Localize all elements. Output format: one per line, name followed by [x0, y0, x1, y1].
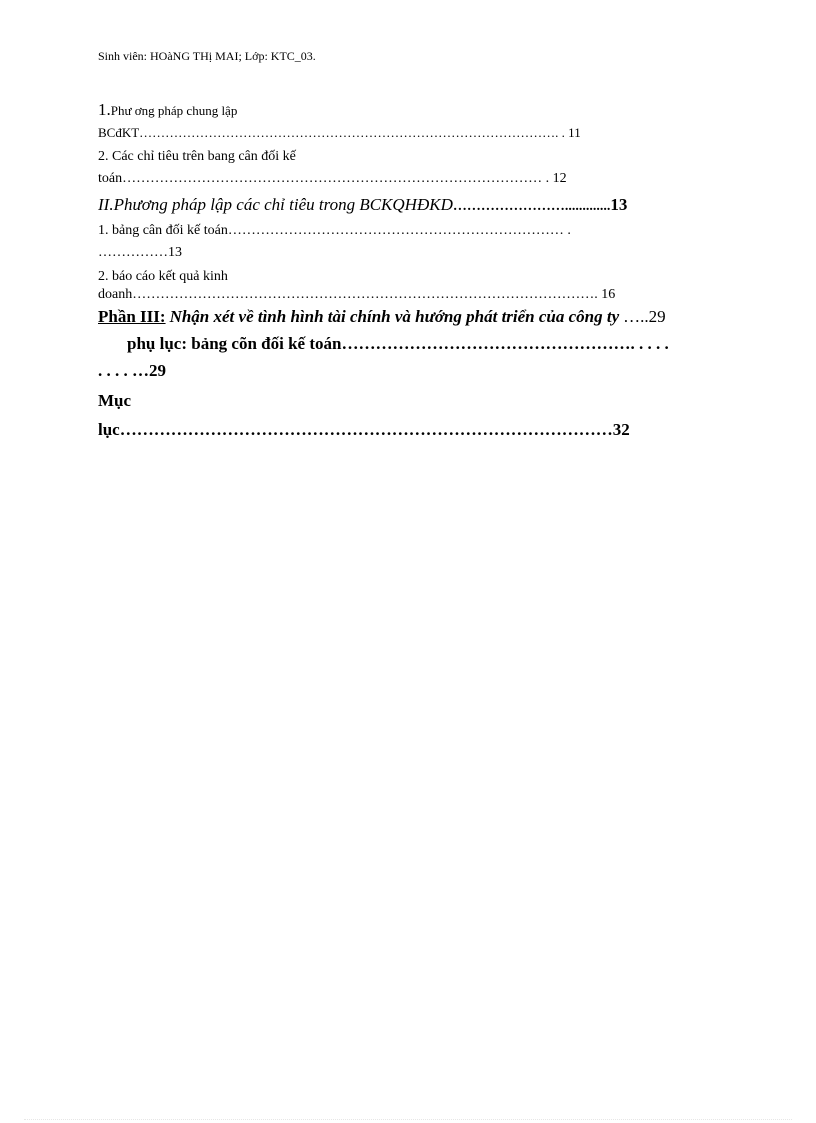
toc-item-3-leader: ……………13 [98, 245, 182, 260]
toc-part-3-page: …..29 [623, 307, 666, 326]
toc-appendix-leader: . . . . …29 [98, 361, 166, 380]
toc-item-1-number: 1. [98, 100, 111, 119]
toc-part-3 [98, 308, 666, 326]
toc-contents-leader: lục……………………………………………………………………………32 [98, 420, 630, 439]
toc-item-2-title: 2. Các chỉ tiêu trên bang cân đối kế [98, 149, 296, 164]
toc-item-1-leader: BCđKT……………………………………………………………………………………. . 11 [98, 125, 581, 140]
toc-section-2 [98, 196, 627, 214]
page-bottom-divider [24, 1119, 792, 1120]
toc-item-1-title: Phư ơng pháp chung lập [110, 103, 238, 118]
toc-contents-title: Mục [98, 391, 132, 410]
toc-appendix-title: phụ lục: bảng cõn đối kế toán……………………………………………. . . . . [127, 334, 669, 353]
student-header: Sinh viên: HOàNG THị MAI; Lớp: KTC_03. [98, 49, 316, 63]
toc-item-3-title: 1. bảng cân đối kế toán……………………………………………………………… . [98, 223, 571, 238]
toc-item-2-leader: toán……………………………………………………………………………… . 12 [98, 171, 567, 186]
toc-section-2-page: 13 [610, 195, 628, 214]
toc-part-3-label: Phần III: [98, 307, 166, 326]
toc-section-2-leader: ……………………............. [452, 199, 611, 214]
toc-section-2-title: II.Phương pháp lập các chỉ tiêu trong BCKQHĐKD [98, 195, 453, 214]
toc-part-3-title: Nhận xét về tình hình tài chính và hướng phát triển của công ty [169, 307, 620, 326]
toc-item-1 [98, 101, 237, 119]
toc-item-4-leader: doanh………………………………………………………………………………………. 16 [98, 287, 616, 302]
toc-item-4-title: 2. báo cáo kết quả kinh [98, 269, 228, 284]
